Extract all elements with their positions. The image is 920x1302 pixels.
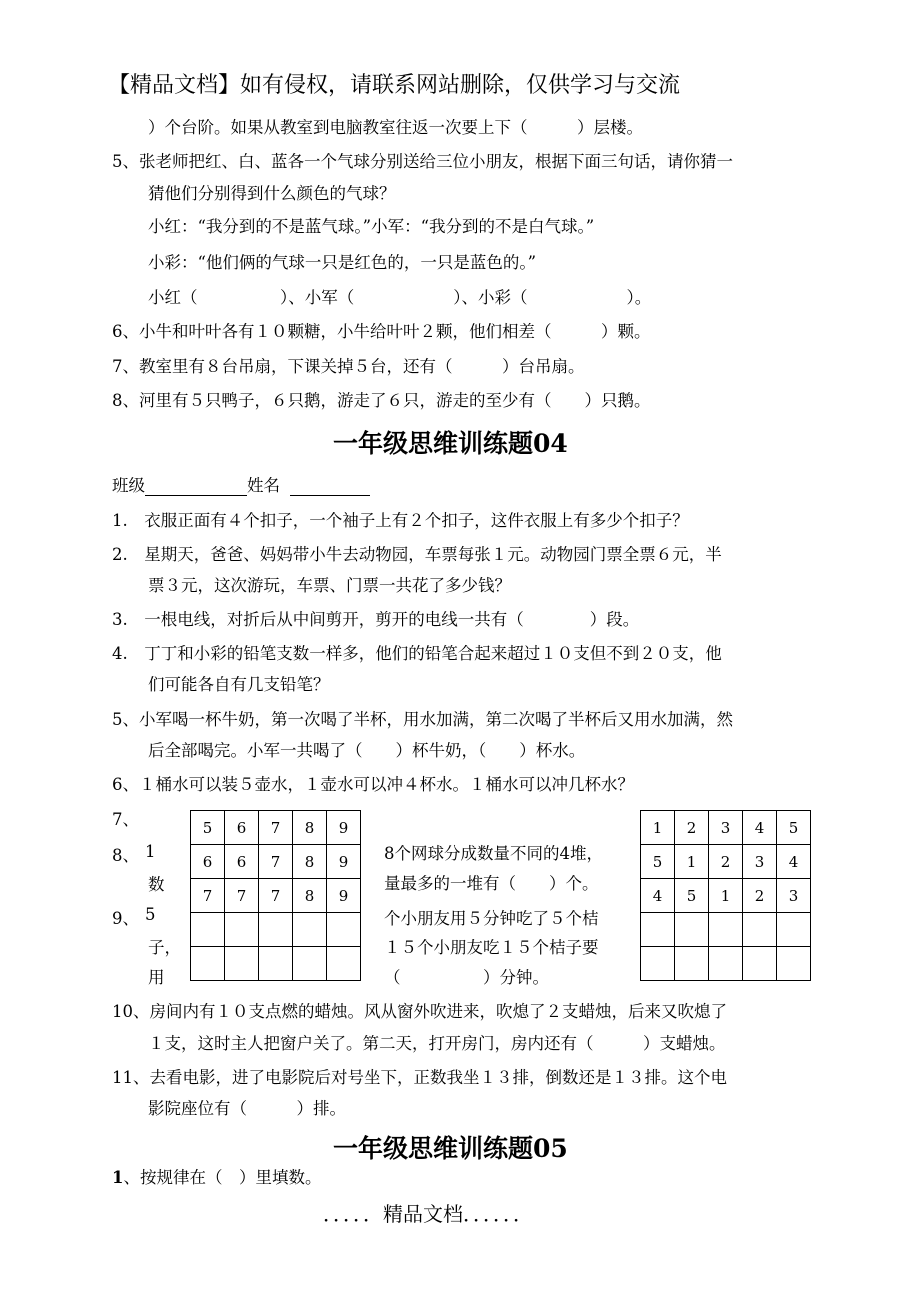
s05-q1-number: 1 [112,1168,124,1187]
grid-cell [709,913,743,947]
s04-q9-text-3: （ ）分钟。 [384,968,549,987]
class-name-row [112,472,370,496]
grid-cell: 2 [709,845,743,879]
watermark-footer: ．．．．．精品文档．．．．．． [323,1202,533,1226]
s04-q5-line2: 后全部喝完。小军一共喝了（ ）杯牛奶，（ ）杯水。 [148,741,586,760]
q8-text: 8、河里有５只鸭子，６只鹅，游走了６只，游走的至少有（ ）只鹅。 [112,391,651,410]
grid-cell [675,913,709,947]
grid-cell: 7 [259,879,293,913]
grid-cell: 7 [225,879,259,913]
grid-cell: 4 [777,845,811,879]
s04-q9-text-2: １５个小朋友吃１５个桔子要 [384,938,599,957]
s04-q10-line1: 10、房间内有１０支点燃的蜡烛。风从窗外吹进来，吹熄了２支蜡烛，后来又吹熄了 [112,1002,727,1021]
s04-q9-frag-2: 子， [148,938,181,957]
grid-cell: 6 [191,845,225,879]
grid-cell [743,913,777,947]
grid-row [641,913,811,947]
grid-cell: 7 [259,811,293,845]
s04-q9-frag: 5 [145,905,156,924]
grid-cell: 5 [675,879,709,913]
s04-q4-line1: 4. 丁丁和小彩的铅笔支数一样多，他们的铅笔合起来超过１０支但不到２０支，他 [112,644,722,663]
grid-cell [293,947,327,981]
name-label: 姓名 [247,476,280,495]
grid-cell: 9 [327,879,361,913]
grid-cell: 1 [675,845,709,879]
s04-q1: 1. 衣服正面有４个扣子，一个袖子上有２个扣子，这件衣服上有多少个扣子？ [112,511,689,530]
number-grid-right [640,810,811,981]
grid-cell [641,913,675,947]
s04-q9-num: 9、 [112,909,139,928]
q5-xiaocai-quote: 小彩：“他们俩的气球一只是红色的，一只是蓝色的。” [148,253,537,272]
q5-answer-blanks: 小红（ ）、小军（ ）、小彩（ ）。 [148,288,652,307]
grid-cell [327,913,361,947]
grid-cell: 3 [777,879,811,913]
grid-cell: 5 [777,811,811,845]
s04-q8-num: 8、 [112,846,139,865]
q4-continuation: ）个台阶。如果从教室到电脑教室往返一次要上下（ ）层楼。 [148,118,643,137]
grid-cell: 8 [293,845,327,879]
q5-line2: 猜他们分别得到什么颜色的气球？ [148,184,396,203]
grid-cell: 1 [641,811,675,845]
s04-q11-line1: 11、去看电影，进了电影院后对号坐下，正数我坐１３排，倒数还是１３排。这个电 [112,1068,727,1087]
s04-q6: 6、１桶水可以装５壶水，１壶水可以冲４杯水。１桶水可以冲几杯水？ [112,775,634,794]
q5-line1: 5、张老师把红、白、蓝各一个气球分别送给三位小朋友，根据下面三句话，请你猜一 [112,152,733,171]
s05-q1-text: 、按规律在（ ）里填数。 [123,1168,322,1187]
grid-cell [743,947,777,981]
grid-cell [225,947,259,981]
grid-cell: 6 [225,811,259,845]
s04-q5-line1: 5、小军喝一杯牛奶，第一次喝了半杯，用水加满，第二次喝了半杯后又用水加满，然 [112,710,733,729]
grid-cell: 3 [709,811,743,845]
grid-row [191,879,361,913]
grid-cell [777,913,811,947]
watermark-header: 【精品文档】如有侵权，请联系网站删除，仅供学习与交流 [108,73,681,98]
q6-text: 6、小牛和叶叶各有１０颗糖，小牛给叶叶２颗，他们相差（ ）颗。 [112,322,651,341]
section-04-title: 一年级思维训练题04 [333,429,568,458]
number-grid-left [190,810,361,981]
s04-q10-line2: １支，这时主人把窗户关了。第二天，打开房门，房内还有（ ）支蜡烛。 [148,1034,726,1053]
grid-row [191,811,361,845]
grid-row [641,845,811,879]
grid-cell [225,913,259,947]
class-blank [145,477,247,496]
grid-cell [675,947,709,981]
grid-row [191,913,361,947]
class-label: 班级 [112,476,145,495]
grid-cell [293,913,327,947]
grid-cell: 3 [743,845,777,879]
s04-q7-num: 7、 [112,810,139,829]
grid-cell: 2 [743,879,777,913]
grid-cell: 8 [293,811,327,845]
grid-cell: 9 [327,845,361,879]
s04-q9-frag-3: 用 [148,968,165,987]
grid-cell [641,947,675,981]
s04-q8-text-2: 量最多的一堆有（ ）个。 [384,874,599,893]
s04-q8-frag-2: 数 [148,875,165,894]
grid-cell: 7 [259,845,293,879]
s04-q8-text-1: 8个网球分成数量不同的4堆， [384,844,603,863]
s04-q8-frag: 1 [145,842,156,861]
grid-cell [327,947,361,981]
s04-q9-text-1: 个小朋友用５分钟吃了５个桔 [384,909,599,928]
grid-cell: 9 [327,811,361,845]
grid-row [191,947,361,981]
s04-q4-line2: 们可能各自有几支铅笔？ [148,675,330,694]
s05-q1 [112,1164,321,1188]
grid-cell: 5 [191,811,225,845]
s04-q2-line2: 票３元，这次游玩，车票、门票一共花了多少钱？ [148,576,511,595]
grid-cell [191,947,225,981]
grid-cell [777,947,811,981]
grid-row [641,879,811,913]
section-05-title: 一年级思维训练题05 [333,1134,568,1163]
grid-row [191,845,361,879]
grid-cell: 2 [675,811,709,845]
s04-q2-line1: 2. 星期天，爸爸、妈妈带小牛去动物园，车票每张１元。动物园门票全票６元，半 [112,545,722,564]
grid-cell: 1 [709,879,743,913]
grid-cell: 8 [293,879,327,913]
grid-cell [259,913,293,947]
grid-row [641,811,811,845]
grid-cell: 4 [743,811,777,845]
s04-q11-line2: 影院座位有（ ）排。 [148,1099,346,1118]
q7-text: 7、教室里有８台吊扇，下课关掉５台，还有（ ）台吊扇。 [112,357,585,376]
q5-xiaohong-quote: 小红：“我分到的不是蓝气球。”小军：“我分到的不是白气球。” [148,217,595,236]
grid-cell [191,913,225,947]
s04-q3: 3. 一根电线，对折后从中间剪开，剪开的电线一共有（ ）段。 [112,610,640,629]
grid-cell [259,947,293,981]
grid-cell: 4 [641,879,675,913]
grid-cell: 6 [225,845,259,879]
grid-cell: 7 [191,879,225,913]
grid-cell [709,947,743,981]
grid-cell: 5 [641,845,675,879]
grid-row [641,947,811,981]
name-blank [290,477,370,496]
